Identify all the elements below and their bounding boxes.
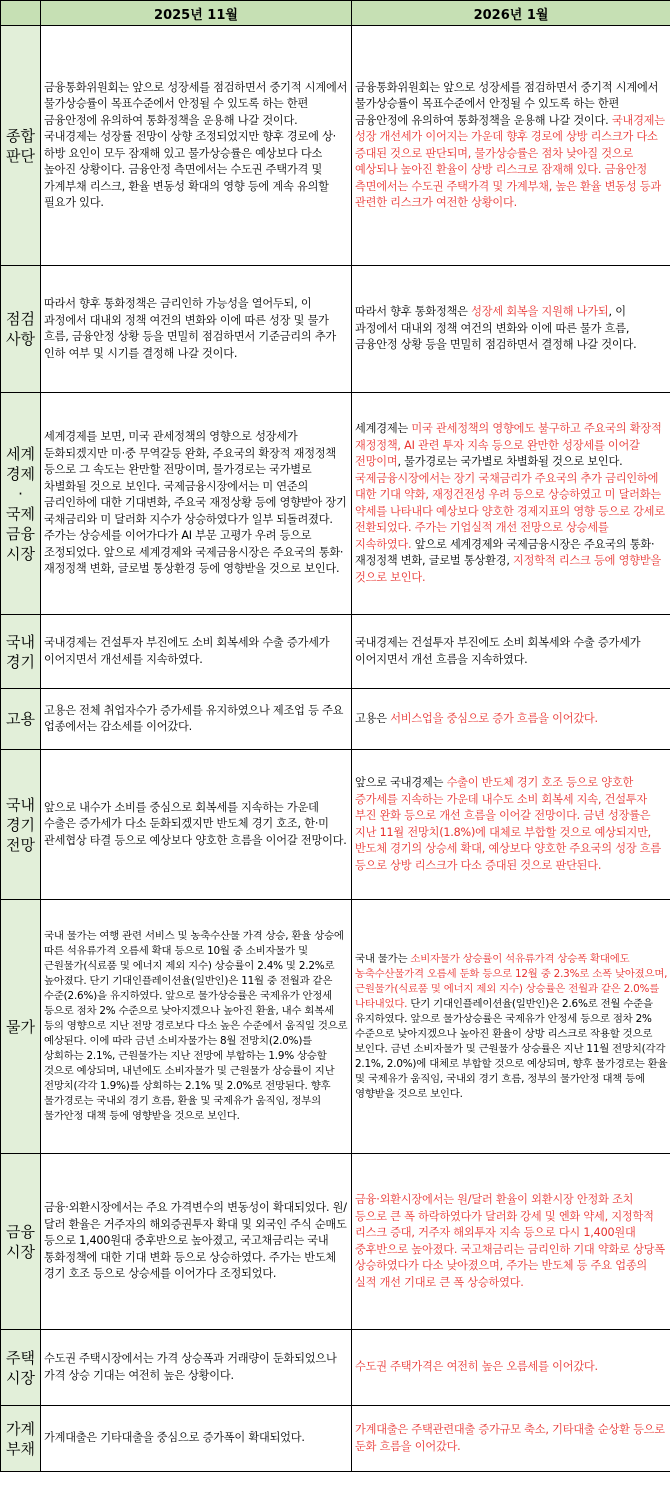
nov-text: 금융통화위원회는 앞으로 성장세를 점검하면서 중기적 시계에서 물가상승률이 목표수준에서 안정될 수 있도록 하는 한편 금융안정에 유의하여 통화정책을 운용해 나갈 것이다. 국내경제는 성장률 전망이 상향 조정되었지만 향후 경로에 상·하방 요인이 모두 잠재해 있고 물가상승률은 예상보다 다소 높아진 상황이다. 금융안정 측면에서는 수도권 주택가격 및 가계부채 리스크, 환율 변동성 확대의 영향 등에 계속 유의할 필요가 있다. — [41, 26, 352, 266]
jan-text: 금융·외환시장에서는 원/달러 환율이 외환시장 안정화 조치 등으로 큰 폭 하락하였다가 달러화 강세 및 엔화 약세, 지정학적 리스크 증대, 거주자 해외투자 지속 등으로 다시 1,400원대 중후반으로 높아졌다. 국고채금리는 금리인하 기대 약화로 상당폭 상승하였다가 다소 낮아졌으며, 주가는 반도체 등 주요 업종의 실적 개선 기대로 큰 폭 상승하였다. — [352, 1154, 670, 1330]
header-corner — [1, 1, 41, 26]
header-row — [1, 1, 670, 26]
row-housing-market — [1, 1330, 670, 1406]
jan-text: 국내 물가는 소비자물가 상승률이 석유류가격 상승폭 확대에도 농축수산물가격 오름세 둔화 등으로 12월 중 2.3%로 소폭 낮아졌으며, 근원물가(식료품 및 에너지 제외 지수) 상승률은 전월과 같은 2.0%를 나타내었다. 단기 기대인플레이션율(일반인)은 2.6%로 전월 수준을 유지하였다. 앞으로 물가상승률은 국제유가 안정세 등으로 점차 2% 수준으로 낮아지겠으나 높아진 환율이 상방 리스크로 작용할 것으로 보인다. 금년 소비자물가 및 근원물가 상승률은 지난 11월 전망치(각각 2.1%, 2.0%)에 대체로 부합할 것으로 예상되며, 향후 물가경로는 환율 및 국제유가 움직임, 국내외 경기 흐름, 정부의 물가안정 대책 등에 영향받을 것으로 보인다. — [352, 900, 670, 1154]
row-label: 점검 사항 — [1, 266, 41, 393]
jan-text: 따라서 향후 통화정책은 성장세 회복을 지원해 나가되, 이 과정에서 대내외 정책 여건의 변화와 이에 따른 물가 흐름, 금융안정 상황 등을 면밀히 점검하면서 결정해 나갈 것이다. — [352, 266, 670, 393]
header-2026-jan: 2026년 1월 — [352, 1, 670, 26]
nov-text: 국내 물가는 여행 관련 서비스 및 농축수산물 가격 상승, 환율 상승에 따른 석유류가격 오름세 확대 등으로 10월 중 소비자물가 및 근원물가(식료품 및 에너지 제외 지수) 상승률이 2.4% 및 2.2%로 높아졌다. 단기 기대인플레이션율(일반인)은 11월 중 전월과 같은 수준(2.6%)을 유지하였다. 앞으로 물가상승률은 국제유가 안정세 등으로 점차 2% 수준으로 낮아지겠으나 높아진 환율, 내수 회복세 등의 영향으로 지난 전망 경로보다 다소 높은 수준에서 움직일 것으로 예상된다. 이에 따라 금년 소비자물가는 8월 전망치(2.0%)를 상회하는 2.1%, 근원물가는 지난 전망에 부합하는 1.9% 상승할 것으로 예상되며, 내년에도 소비자물가 및 근원물가 상승률이 지난 전망치(각각 1.9%)를 상회하는 2.1% 및 2.0%로 전망된다. 향후 물가경로는 국내외 경기 흐름, 환율 및 국제유가 움직임, 정부의 물가안정 대책 등에 영향받을 것으로 보인다. — [41, 900, 352, 1154]
row-label: 금융 시장 — [1, 1154, 41, 1330]
row-label: 물가 — [1, 900, 41, 1154]
row-label: 고용 — [1, 689, 41, 750]
nov-text: 국내경제는 건설투자 부진에도 소비 회복세와 수출 증가세가 이어지면서 개선세를 지속하였다. — [41, 615, 352, 689]
jan-text: 국내경제는 건설투자 부진에도 소비 회복세와 수출 증가세가 이어지면서 개선 흐름을 지속하였다. — [352, 615, 670, 689]
row-label: 종합 판단 — [1, 26, 41, 266]
jan-text: 앞으로 국내경제는 수출이 반도체 경기 호조 등으로 양호한 증가세를 지속하는 가운데 내수도 소비 회복세 지속, 건설투자 부진 완화 등으로 개선 흐름을 이어갈 전망이다. 금년 성장률은 지난 11월 전망치(1.8%)에 대체로 부합할 것으로 예상되지만, 반도체 경기의 상승세 확대, 예상보다 양호한 주요국의 성장 흐름 등으로 상방 리스크가 다소 증대된 것으로 판단된다. — [352, 750, 670, 900]
row-label: 가계 부채 — [1, 1406, 41, 1472]
nov-text: 따라서 향후 통화정책은 금리인하 가능성을 열어두되, 이 과정에서 대내외 정책 여건의 변화와 이에 따른 성장 및 물가 흐름, 금융안정 상황 등을 면밀히 점검하면서 기준금리의 추가 인하 여부 및 시기를 결정해 나갈 것이다. — [41, 266, 352, 393]
row-global-economy — [1, 393, 670, 615]
nov-text: 세계경제를 보면, 미국 관세정책의 영향으로 성장세가 둔화되겠지만 미·중 무역갈등 완화, 주요국의 확장적 재정정책 등으로 그 속도는 완만할 전망이며, 물가경로는 국가별로 차별화될 것으로 보인다. 국제금융시장에서는 미 연준의 금리인하에 대한 기대변화, 주요국 재정상황 등에 영향받아 장기 국채금리와 미 달러화 지수가 상승하였다가 일부 되돌려졌다. 주가는 상승세를 이어가다가 AI 부문 고평가 우려 등으로 조정되었다. 앞으로 세계경제와 국제금융시장은 주요국의 통화·재정정책 변화, 글로벌 통상환경 등에 영향받을 것으로 보인다. — [41, 393, 352, 615]
row-label: 주택 시장 — [1, 1330, 41, 1406]
row-label: 세계 경제 · 국제 금융 시장 — [1, 393, 41, 615]
row-label: 국내 경기 전망 — [1, 750, 41, 900]
row-domestic-economy — [1, 615, 670, 689]
row-financial-markets — [1, 1154, 670, 1330]
row-checkpoints — [1, 266, 670, 393]
row-domestic-outlook — [1, 750, 670, 900]
row-employment — [1, 689, 670, 750]
row-label: 국내 경기 — [1, 615, 41, 689]
jan-text: 세계경제는 미국 관세정책의 영향에도 불구하고 주요국의 확장적 재정정책, AI 관련 투자 지속 등으로 완만한 성장세를 이어갈 전망이며, 물가경로는 국가별로 차별화될 것으로 보인다. 국제금융시장에서는 장기 국채금리가 주요국의 추가 금리인하에 대한 기대 약화, 재정건전성 우려 등으로 상승하였고 미 달러화는 약세를 나타내다 예상보다 양호한 경제지표의 영향 등으로 강세로 전환되었다. 주가는 기업실적 개선 전망으로 상승세를 지속하였다. 앞으로 세계경제와 국제금융시장은 주요국의 통화·재정정책 변화, 글로벌 통상환경, 지정학적 리스크 등에 영향받을 것으로 보인다. — [352, 393, 670, 615]
nov-text: 고용은 전체 취업자수가 증가세를 유지하였으나 제조업 등 주요 업종에서는 감소세를 이어갔다. — [41, 689, 352, 750]
nov-text: 금융·외환시장에서는 주요 가격변수의 변동성이 확대되었다. 원/달러 환율은 거주자의 해외증권투자 확대 및 외국인 주식 순매도 등으로 1,400원대 중후반으로 높아졌고, 국고채금리는 국내 통화정책에 대한 기대 변화 등으로 상승하였다. 주가는 반도체 경기 호조 등으로 상승세를 이어가다 조정되었다. — [41, 1154, 352, 1330]
nov-text: 가계대출은 기타대출을 중심으로 증가폭이 확대되었다. — [41, 1406, 352, 1472]
row-household-debt — [1, 1406, 670, 1472]
nov-text: 앞으로 내수가 소비를 중심으로 회복세를 지속하는 가운데 수출은 증가세가 다소 둔화되겠지만 반도체 경기 호조, 한·미 관세협상 타결 등으로 예상보다 양호한 흐름을 이어갈 전망이다. — [41, 750, 352, 900]
jan-text: 수도권 주택가격은 여전히 높은 오름세를 이어갔다. — [352, 1330, 670, 1406]
jan-text: 금융통화위원회는 앞으로 성장세를 점검하면서 중기적 시계에서 물가상승률이 목표수준에서 안정될 수 있도록 하는 한편 금융안정에 유의하여 통화정책을 운용해 나갈 것이다. 국내경제는 성장 개선세가 이어지는 가운데 향후 경로에 상방 리스크가 다소 증대된 것으로 판단되며, 물가상승률은 점차 낮아질 것으로 예상되나 높아진 환율이 상방 리스크로 잠재해 있다. 금융안정 측면에서는 수도권 주택가격 및 가계부채, 높은 환율 변동성 등과 관련한 리스크가 여전한 상황이다. — [352, 26, 670, 266]
row-prices — [1, 900, 670, 1154]
row-overall-assessment — [1, 26, 670, 266]
jan-text: 가계대출은 주택관련대출 증가규모 축소, 기타대출 순상환 등으로 둔화 흐름을 이어갔다. — [352, 1406, 670, 1472]
jan-text: 고용은 서비스업을 중심으로 증가 흐름을 이어갔다. — [352, 689, 670, 750]
header-2025-nov: 2025년 11월 — [41, 1, 352, 26]
nov-text: 수도권 주택시장에서는 가격 상승폭과 거래량이 둔화되었으나 가격 상승 기대는 여전히 높은 상황이다. — [41, 1330, 352, 1406]
